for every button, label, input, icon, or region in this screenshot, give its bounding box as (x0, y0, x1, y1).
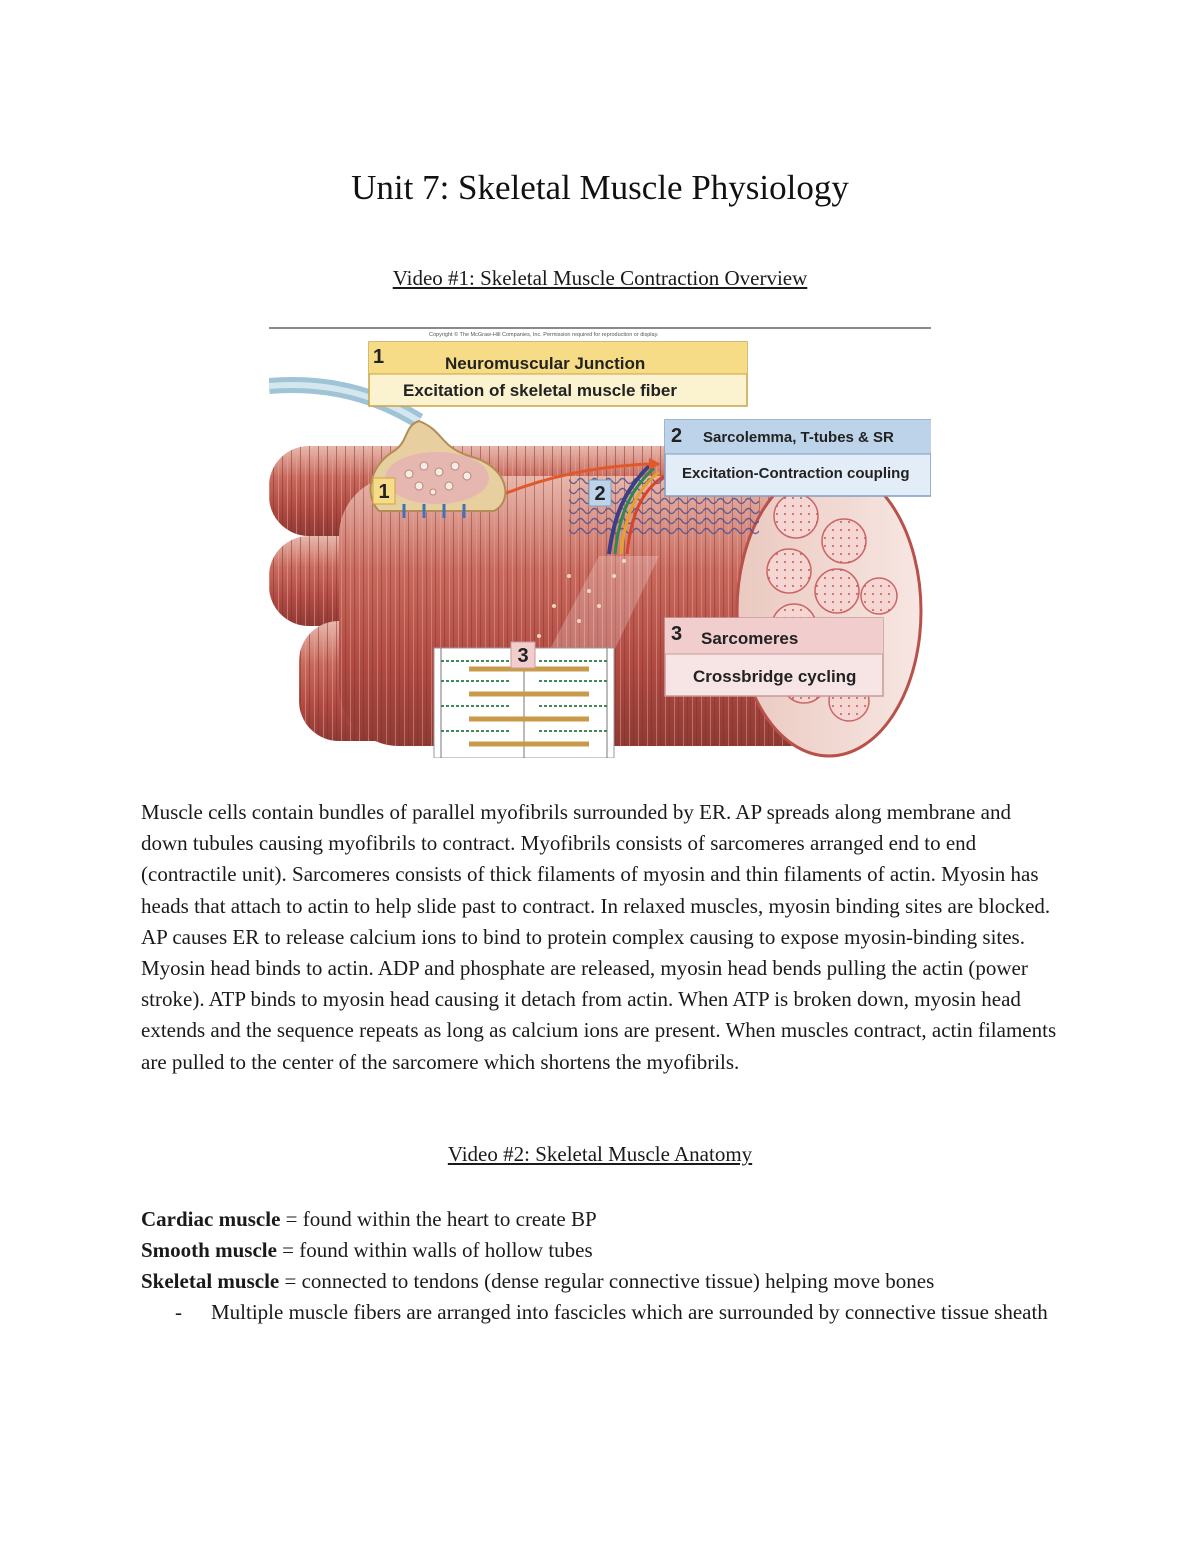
list-item (141, 1297, 1061, 1328)
svg-text:Neuromuscular Junction: Neuromuscular Junction (445, 354, 646, 373)
definition-cardiac (141, 1204, 1061, 1235)
marker-1 (373, 478, 395, 504)
marker-2 (589, 480, 611, 506)
svg-text:2: 2 (671, 425, 683, 447)
copyright-text: Copyright © The McGraw-Hill Companies, Inc. Permission required for reproduction or display. (429, 332, 659, 338)
overview-paragraph: Muscle cells contain bundles of parallel myofibrils surrounded by ER. AP spreads along membrane and down tubules causing myofibrils to contract. Myofibrils consists of sarcomeres arranged end to end (contractile unit). Sarcomeres consists of thick filaments of myosin and thin filaments of actin. Myosin has heads that attach to actin to help slide past to contract. In relaxed muscles, myosin binding sites are blocked. AP causes ER to release calcium ions to bind to protein complex causing to expose myosin-binding sites. Myosin head binds to actin. ADP and phosphate are released, myosin head bends pulling the actin (power stroke). ATP binds to myosin head causing it detach from actin. When ATP is broken down, myosin head extends and the sequence repeats as long as calcium ions are present. When muscles contract, actin filaments are pulled to the center of the sarcomere which shortens the myofibrils. (141, 800, 1057, 1074)
bullet-dash: - (175, 1300, 182, 1324)
svg-text:Sarcolemma, T-tubes & SR: Sarcolemma, T-tubes & SR (703, 429, 894, 446)
marker-3 (511, 642, 535, 668)
definition-text: = found within the heart to create BP (280, 1207, 597, 1231)
svg-text:Crossbridge cycling: Crossbridge cycling (693, 667, 857, 686)
callout-sarcolemma (665, 420, 931, 496)
definition-term: Skeletal muscle (141, 1269, 280, 1293)
video1-heading: Video #1: Skeletal Muscle Contraction Overview (392, 266, 808, 290)
definition-term: Smooth muscle (141, 1238, 277, 1262)
definition-text: = found within walls of hollow tubes (276, 1238, 593, 1262)
svg-text:Excitation-Contraction couplin: Excitation-Contraction coupling (682, 465, 910, 482)
svg-text:3: 3 (517, 645, 529, 667)
muscle-definitions (141, 1204, 1061, 1328)
definition-smooth (141, 1235, 1061, 1266)
video2-heading: Video #2: Skeletal Muscle Anatomy (447, 1142, 753, 1166)
definition-term: Cardiac muscle (141, 1207, 281, 1231)
svg-text:1: 1 (373, 346, 385, 368)
page-title: Unit 7: Skeletal Muscle Physiology (351, 168, 849, 207)
callout-sarcomeres (665, 618, 883, 696)
callout-neuromuscular-junction (369, 342, 747, 406)
svg-text:1: 1 (378, 481, 390, 503)
definition-skeletal (141, 1266, 1061, 1297)
svg-text:Sarcomeres: Sarcomeres (701, 629, 799, 648)
svg-text:Excitation of skeletal muscle: Excitation of skeletal muscle fiber (403, 381, 677, 400)
bullet-text: Multiple muscle fibers are arranged into fascicles which are surrounded by connective tissue sheath (211, 1300, 1048, 1324)
definition-text: = connected to tendons (dense regular connective tissue) helping move bones (279, 1269, 935, 1293)
svg-text:3: 3 (671, 623, 683, 645)
muscle-contraction-figure (269, 326, 931, 758)
svg-text:2: 2 (594, 483, 606, 505)
